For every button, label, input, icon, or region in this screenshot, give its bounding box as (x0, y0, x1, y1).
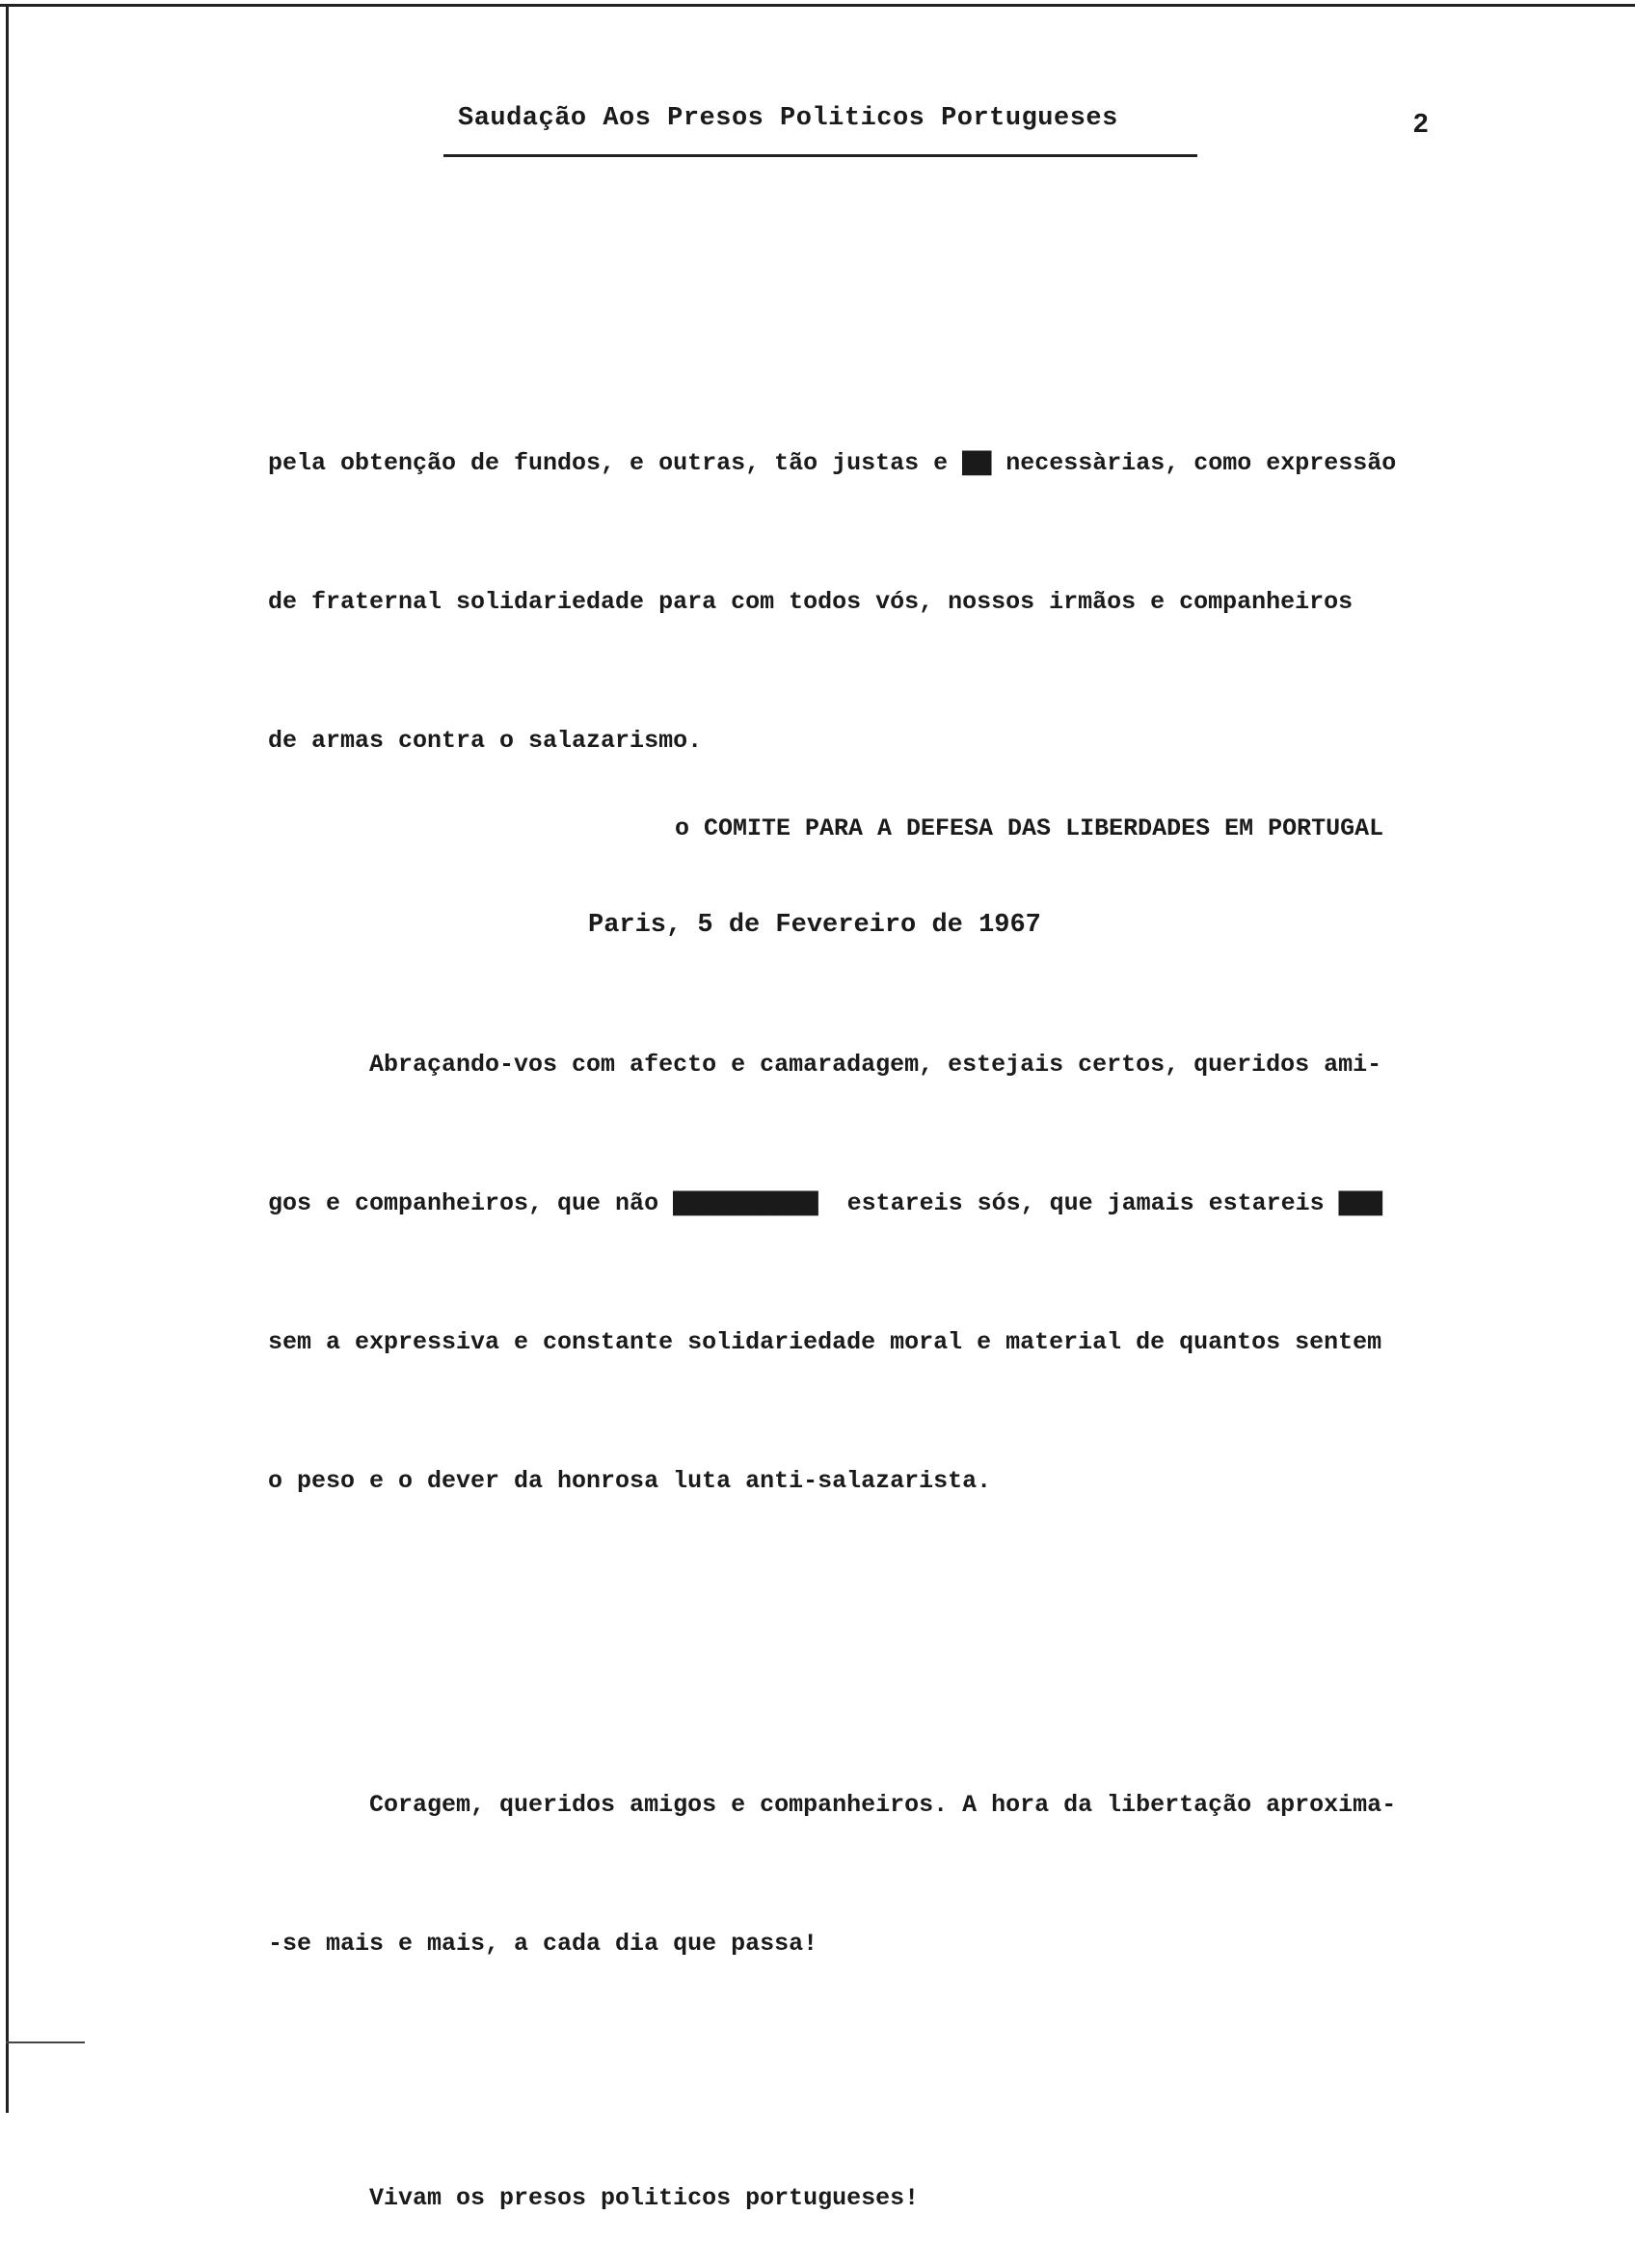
page-border-left (6, 4, 9, 2113)
text-line: de armas contra o salazarismo. (268, 727, 703, 755)
letter-body (268, 255, 1598, 2268)
text-line: -se mais e mais, a cada dia que passa! (268, 1930, 818, 1958)
page-number: 2 (1413, 108, 1429, 138)
text-line: pela obtenção de fundos, e outras, tão justas e ▇▇ necessàrias, como expressão (268, 449, 1397, 477)
text-line: Coragem, queridos amigos e companheiros. A hora da libertação aproxima- (268, 1791, 1397, 1819)
paragraph-1 (268, 348, 1598, 857)
paragraph-3 (268, 1690, 1598, 2060)
paragraph-2 (268, 949, 1598, 1597)
margin-mark (6, 2041, 85, 2043)
text-line: de fraternal solidariedade para com todos vós, nossos irmãos e companheiros (268, 588, 1354, 616)
closing-line: Vivam os presos politicos portugueses! (268, 2184, 920, 2212)
page-border-top (0, 4, 1635, 7)
place-date: Paris, 5 de Fevereiro de 1967 (588, 911, 1041, 940)
title-underline (443, 154, 1197, 157)
text-line: Abraçando-vos com afecto e camaradagem, estejais certos, queridos ami- (268, 1051, 1382, 1079)
signature: o COMITE PARA A DEFESA DAS LIBERDADES EM PORTUGAL (675, 814, 1384, 842)
text-line: sem a expressiva e constante solidariedade moral e material de quantos sentem (268, 1328, 1382, 1356)
text-line: o peso e o dever da honrosa luta anti-salazarista. (268, 1467, 992, 1495)
text-line: gos e companheiros, que não ▇▇▇▇▇▇▇▇▇▇ estareis sós, que jamais estareis ▇▇▇ (268, 1189, 1382, 1217)
document-title: Saudação Aos Presos Politicos Portugueses (458, 104, 1118, 133)
